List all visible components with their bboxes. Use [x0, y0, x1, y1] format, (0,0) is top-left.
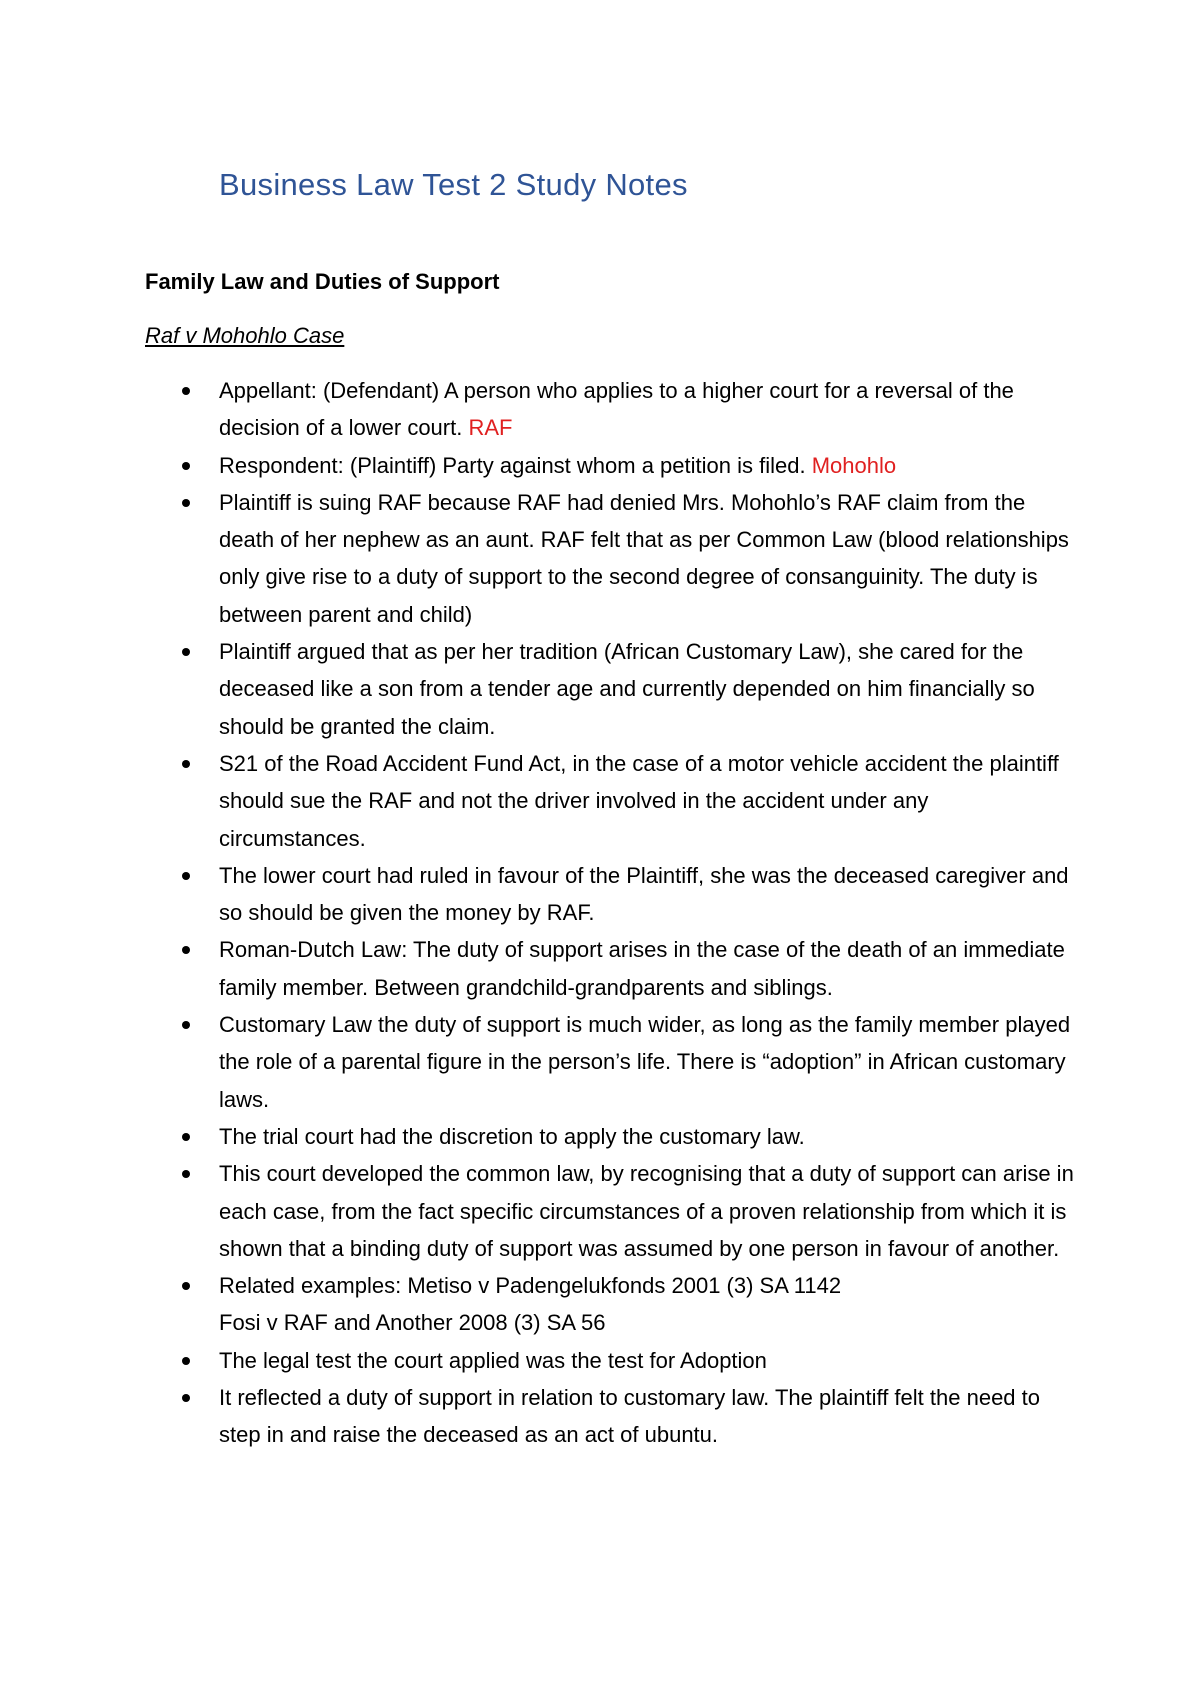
- list-item-text: Related examples: Metiso v Padengelukfonds 2001 (3) SA 1142: [219, 1273, 842, 1299]
- list-item-text: Plaintiff argued that as per her tradition (African Customary Law), she cared for the deceased like a son from a tender age and currently depended on him financially so should be granted the claim.: [219, 639, 1035, 739]
- list-item-text: Appellant: (Defendant) A person who applies to a higher court for a reversal of the decision of a lower court.: [219, 378, 1014, 441]
- bullet-dot-icon: [182, 387, 190, 395]
- list-item: [145, 447, 1075, 484]
- list-item-text: S21 of the Road Accident Fund Act, in the case of a motor vehicle accident the plaintiff should sue the RAF and not the driver involved in the accident under any circumstances.: [219, 750, 1059, 851]
- bullet-dot-icon: [182, 499, 190, 507]
- bullet-dot-icon: [182, 1133, 190, 1141]
- highlight-text: Mohohlo: [811, 452, 897, 478]
- case-title: Raf v Mohohlo Case: [145, 323, 345, 348]
- list-item: [145, 1267, 1075, 1342]
- list-item-text: The lower court had ruled in favour of the Plaintiff, she was the deceased caregiver and so should be given the money by RAF.: [219, 862, 1069, 926]
- list-item: [145, 1342, 1075, 1379]
- bullet-dot-icon: [182, 1394, 190, 1402]
- document-title: Business Law Test 2 Study Notes: [219, 167, 688, 202]
- list-item-text: Plaintiff is suing RAF because RAF had denied Mrs. Mohohlo’s RAF claim from the death of her nephew as an aunt. RAF felt that as per Common Law (blood relationships only give rise to a duty of support to the second degree of consanguinity. The duty is between parent and child): [219, 489, 1069, 627]
- bullet-dot-icon: [182, 1021, 190, 1029]
- list-item: [145, 633, 1075, 745]
- list-item-text: Respondent: (Plaintiff) Party against whom a petition is filed.: [219, 452, 806, 478]
- list-item: [145, 1155, 1075, 1267]
- bullet-dot-icon: [182, 1357, 190, 1365]
- highlight-text: RAF: [468, 415, 513, 441]
- list-item-text: The trial court had the discretion to apply the customary law.: [219, 1123, 805, 1149]
- list-item-text: This court developed the common law, by recognising that a duty of support can arise in each case, from the fact specific circumstances of a proven relationship from which it is shown that a binding duty of support was assumed by one person in favour of another.: [219, 1161, 1074, 1261]
- list-item: [145, 1379, 1075, 1454]
- list-item: [145, 484, 1075, 633]
- list-item: [145, 857, 1075, 932]
- list-item: [145, 1118, 1075, 1155]
- list-item-text: The legal test the court applied was the test for Adoption: [219, 1347, 767, 1373]
- bullet-list: [145, 372, 1075, 1454]
- bullet-dot-icon: [182, 462, 190, 470]
- list-item: [145, 372, 1075, 447]
- list-item-text: Roman-Dutch Law: The duty of support arises in the case of the death of an immediate family member. Between grandchild-grandparents and siblings.: [219, 937, 1065, 1000]
- list-item: [145, 745, 1075, 857]
- list-item-text-continued: Fosi v RAF and Another 2008 (3) SA 56: [219, 1310, 606, 1336]
- list-item: [145, 1006, 1075, 1118]
- bullet-dot-icon: [182, 648, 190, 656]
- section-heading: Family Law and Duties of Support: [145, 269, 500, 294]
- bullet-dot-icon: [182, 946, 190, 954]
- list-item-text: Customary Law the duty of support is much wider, as long as the family member played the role of a parental figure in the person’s life. There is “adoption” in African customary laws.: [219, 1012, 1071, 1112]
- bullet-dot-icon: [182, 872, 190, 880]
- list-item-text: It reflected a duty of support in relation to customary law. The plaintiff felt the need to step in and raise the deceased as an act of ubuntu.: [219, 1385, 1040, 1448]
- bullet-dot-icon: [182, 1282, 190, 1290]
- list-item: [145, 931, 1075, 1006]
- bullet-dot-icon: [182, 1170, 190, 1178]
- bullet-dot-icon: [182, 760, 190, 768]
